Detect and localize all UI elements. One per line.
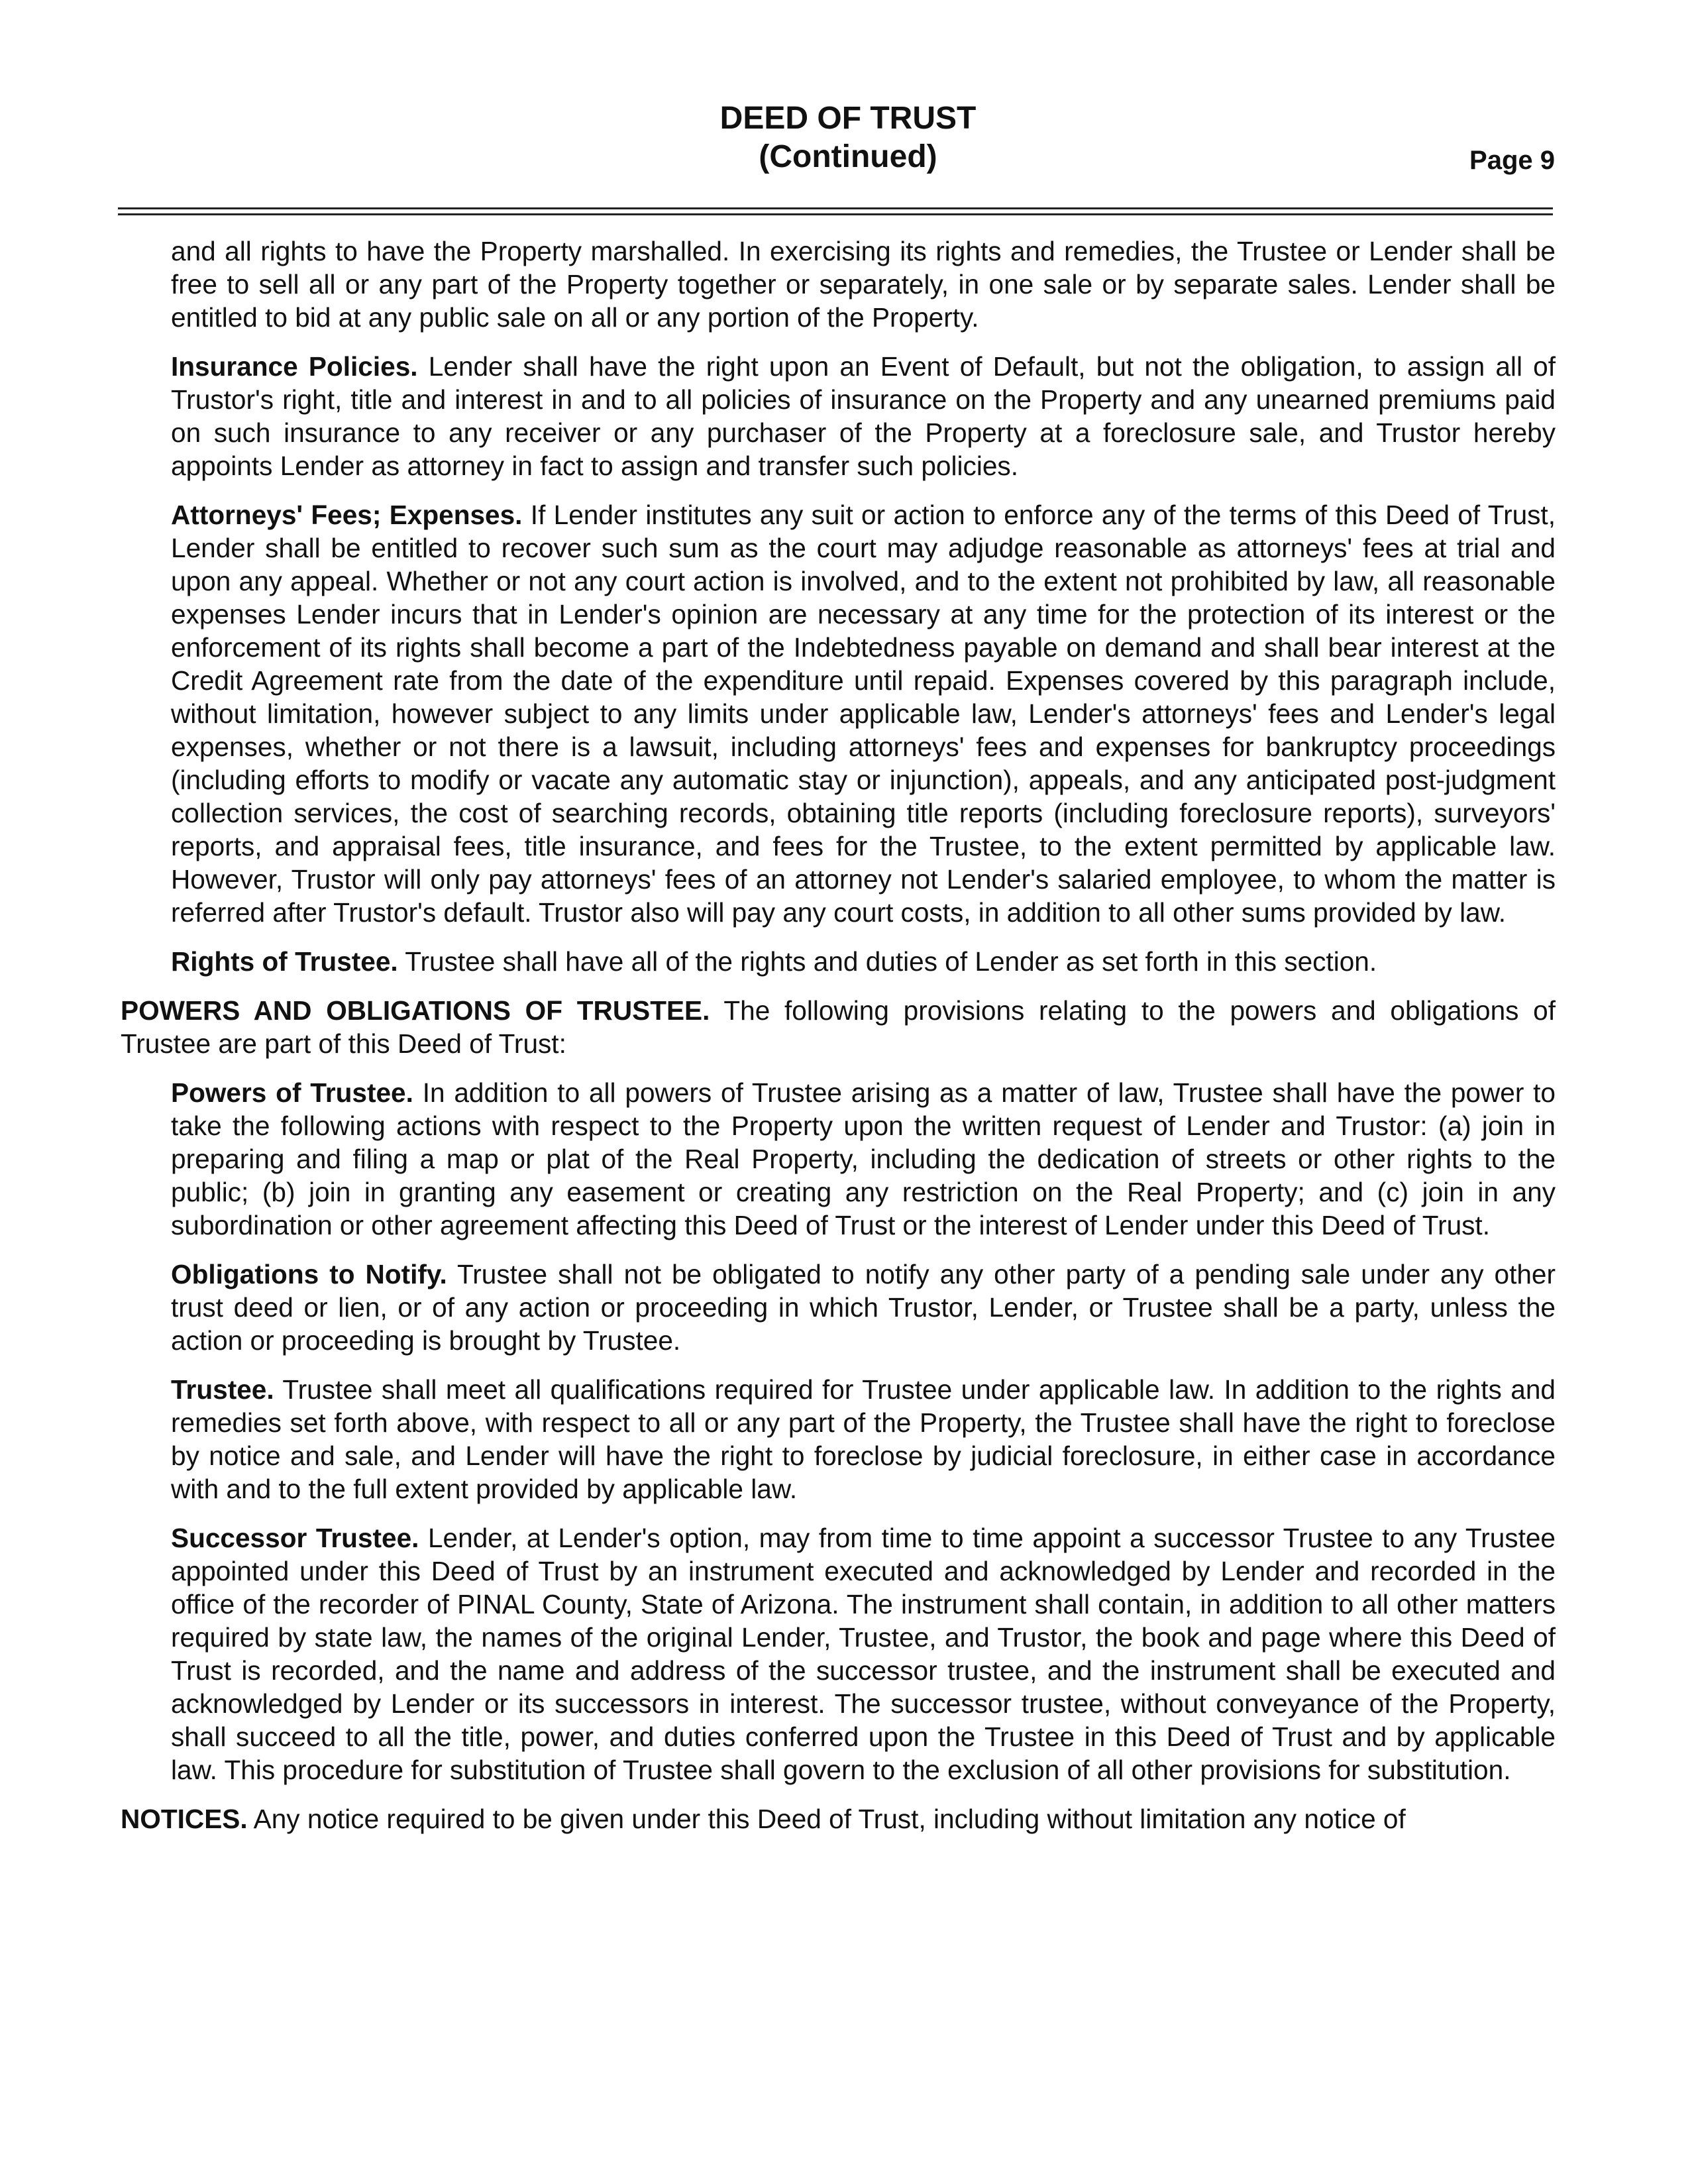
paragraph-body: Lender shall have the right upon an Event of Default, but not the obligation, to assign all of Trustor's right, title and interest in and to all policies of insurance on the Property and any unearned premiums paid on such insurance to any receiver or any purchaser of the Property at a foreclosure sale, and Trustor hereby appoints Lender as attorney in fact to assign and transfer such policies. [171, 351, 1556, 481]
paragraph-body: If Lender institutes any suit or action to enforce any of the terms of this Deed of Trust, Lender shall be entitled to recover such sum as the court may adjudge reasonable as attorneys' fees at trial and upon any appeal. Whether or not any court action is involved, and to the extent not prohibited by law, all reasonable expenses Lender incurs that in Lender's opinion are necessary at any time for the protection of its interest or the enforcement of its rights shall become a part of the Indebtedness payable on demand and shall bear interest at the Credit Agreement rate from the date of the expenditure until repaid. Expenses covered by this paragraph include, without limitation, however subject to any limits under applicable law, Lender's attorneys' fees and Lender's legal expenses, whether or not there is a lawsuit, including attorneys' fees and expenses for bankruptcy proceedings (including efforts to modify or vacate any automatic stay or injunction), appeals, and any anticipated post-judgment collection services, the cost of searching records, obtaining title reports (including foreclosure reports), surveyors' reports, and appraisal fees, title insurance, and fees for the Trustee, to the extent permitted by applicable law. However, Trustor will only pay attorneys' fees of an attorney not Lender's salaried employee, to whom the matter is referred after Trustor's default. Trustor also will pay any court costs, in addition to all other sums provided by law. [171, 500, 1556, 928]
paragraph-body: In addition to all powers of Trustee arising as a matter of law, Trustee shall have the power to take the following actions with respect to the Property upon the written request of Lender and Trustor: (a) join in preparing and filing a map or plat of the Real Property, including the dedication of streets or other rights to the public; (b) join in granting any easement or creating any restriction on the Real Property; and (c) join in any subordination or other agreement affecting this Deed of Trust or the interest of Lender under this Deed of Trust. [171, 1077, 1556, 1240]
paragraph-body: Trustee shall not be obligated to notify any other party of a pending sale under any other trust deed or lien, or of any action or proceeding in which Trustor, Lender, or Trustee shall be a party, unless the action or proceeding is brought by Trustee. [171, 1259, 1556, 1356]
paragraph-heading: Successor Trustee. [171, 1523, 419, 1553]
paragraph-obligations-to-notify [171, 1258, 1556, 1357]
paragraph-body: Any notice required to be given under this Deed of Trust, including without limitation any notice of [247, 1804, 1406, 1834]
paragraph-body: The following provisions relating to the powers and obligations of Trustee are part of this Deed of Trust: [121, 995, 1556, 1059]
paragraph-continuation [171, 235, 1556, 334]
paragraph-attorneys-fees [171, 498, 1556, 929]
paragraph-heading: Obligations to Notify. [171, 1259, 447, 1289]
paragraph-heading: Trustee. [171, 1374, 274, 1405]
header-rule-bottom [118, 213, 1553, 215]
section-notices [121, 1802, 1556, 1835]
document-title: DEED OF TRUST [719, 101, 977, 136]
paragraph-body: Trustee shall meet all qualifications required for Trustee under applicable law. In addition to the rights and remedies set forth above, with respect to all or any part of the Property, the Trustee shall have the right to foreclose by notice and sale, and Lender will have the right to foreclose by judicial foreclosure, in either case in accordance with and to the full extent provided by applicable law. [171, 1374, 1556, 1504]
paragraph-successor-trustee [171, 1521, 1556, 1786]
document-subtitle: (Continued) [759, 139, 937, 174]
section-heading: NOTICES. [121, 1804, 248, 1834]
paragraph-body: and all rights to have the Property marshalled. In exercising its rights and remedies, the Trustee or Lender shall be free to sell all or any part of the Property together or separately, in one sale or by separate sales. Lender shall be entitled to bid at any public sale on all or any portion of the Property. [171, 236, 1556, 333]
paragraph-heading: Attorneys' Fees; Expenses. [171, 500, 523, 530]
page-number: Page 9 [1469, 146, 1555, 175]
section-heading: POWERS AND OBLIGATIONS OF TRUSTEE. [121, 995, 710, 1026]
paragraph-powers-of-trustee [171, 1076, 1556, 1242]
page-header [0, 99, 1696, 176]
document-body [121, 235, 1556, 1851]
paragraph-trustee [171, 1373, 1556, 1505]
header-rule-top [118, 207, 1553, 209]
paragraph-heading: Rights of Trustee. [171, 946, 398, 977]
paragraph-heading: Powers of Trustee. [171, 1077, 413, 1108]
paragraph-rights-of-trustee [171, 945, 1556, 978]
paragraph-insurance-policies [171, 350, 1556, 482]
section-powers-and-obligations [121, 994, 1556, 1060]
paragraph-heading: Insurance Policies. [171, 351, 418, 382]
paragraph-body: Trustee shall have all of the rights and duties of Lender as set forth in this section. [398, 946, 1377, 977]
paragraph-body: Lender, at Lender's option, may from time to time appoint a successor Trustee to any Trustee appointed under this Deed of Trust by an instrument executed and acknowledged by Lender and recorded in the office of the recorder of PINAL County, State of Arizona. The instrument shall contain, in addition to all other matters required by state law, the names of the original Lender, Trustee, and Trustor, the book and page where this Deed of Trust is recorded, and the name and address of the successor trustee, and the instrument shall be executed and acknowledged by Lender or its successors in interest. The successor trustee, without conveyance of the Property, shall succeed to all the title, power, and duties conferred upon the Trustee in this Deed of Trust and by applicable law. This procedure for substitution of Trustee shall govern to the exclusion of all other provisions for substitution. [171, 1523, 1556, 1785]
